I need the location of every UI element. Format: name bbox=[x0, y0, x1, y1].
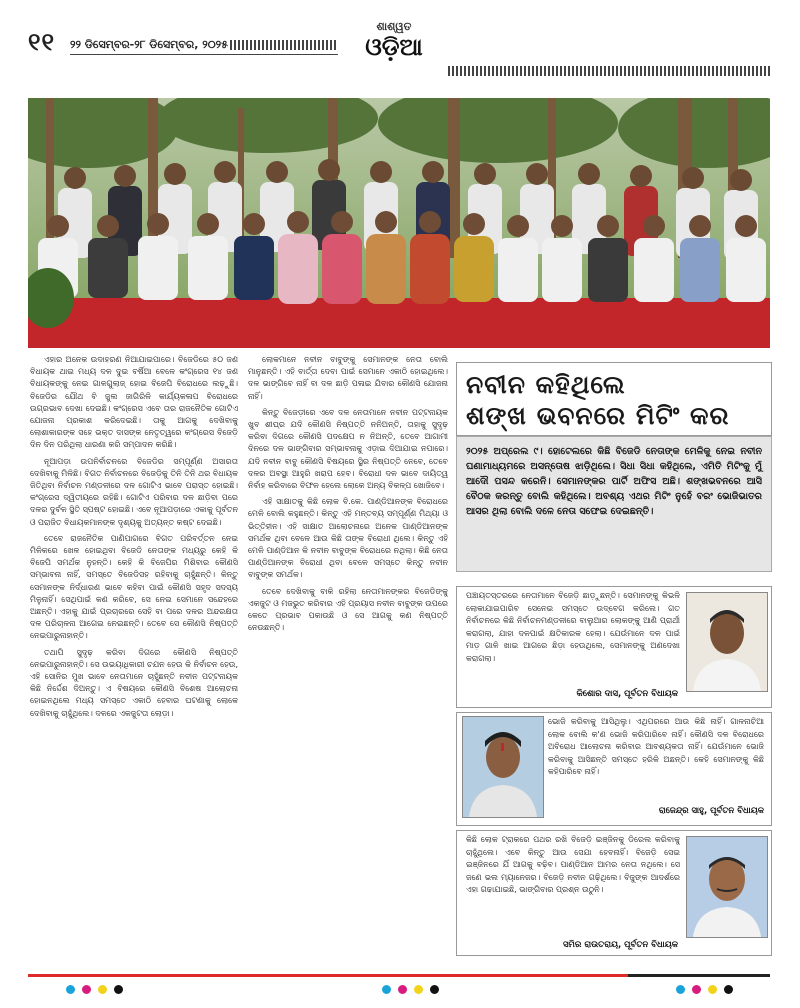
header-rule bbox=[70, 54, 338, 55]
registration-dot-magenta bbox=[398, 985, 407, 994]
article-paragraph: ଲୋକମାନେ ନବୀନ ବାବୁଙ୍କୁ ସେମାନଙ୍କ ନେତା ବୋଲି ମାନୁଛନ୍ତି। ଏହି ବାର୍ତ୍ତା ଦେବା ପାଇଁ ସେମାନେ ଏକାଠି ହୋଇଥିଲେ। ଦଳ ଭାଙ୍ଗିବେ ନାହିଁ ବା ଦଳ ଛାଡ଼ି ପଳାଇ ଯିବାର କୌଣସି ଯୋଜନା ନାହିଁ। bbox=[248, 355, 448, 401]
portrait-illustration-3 bbox=[687, 837, 767, 937]
registration-dot-black bbox=[114, 985, 123, 994]
article-paragraph: କିନ୍ତୁ ବିଜେଡ଼ୀରେ ଏବେ ଦଳ ନେତାମାନେ ନବୀନ ପଟ୍ଟନାୟକ ଖୁବ ଶୀଘ୍ର ଯଦି କୌଣସି ନିଷ୍ପତ୍ତି ନନିଅନ୍ତି, ତାହାକୁ ସୁଦୃଢ଼ କରିବା ଦିଗରେ କୌଣସି ପଦକ୍ଷେପ ନ ନିଅନ୍ତି, ତେବେ ଆଗାମୀ ଦିନରେ ଦଳ ଭାଙ୍ଗିବାର ସମ୍ଭାବନାକୁ ଏଡ଼ାଇ ଦିଆଯାଇ ନପାରେ। ଯଦି ନବୀନ ବାବୁ କୌଣସି ବିଷୟରେ ସ୍ଥିର ନିଷ୍ପତ୍ତି ନେବେ, ତେବେ ଦଳର ଅବସ୍ଥା ଆହୁରି ଖରାପ ହେବ। ବିରୋଧୀ ଦଳ ଭାବେ ଦାୟିତ୍ୱ ନିର୍ବାହ କରିବାରେ ବିଫଳ ହେଲେ ଲୋକେ ଅନ୍ୟ ବିକଳ୍ପ ଖୋଜିବେ। bbox=[248, 407, 448, 491]
masthead-big-text: ଓଡ଼ିଆ bbox=[365, 33, 423, 61]
issue-date-range: ୨୨ ଡିସେମ୍ବର-୨୮ ଡିସେମ୍ବର, ୨୦୨୫ bbox=[70, 38, 228, 51]
group-photo-illustration bbox=[28, 98, 770, 348]
portrait-photo-1 bbox=[686, 592, 768, 692]
registration-dot-magenta bbox=[82, 985, 91, 994]
registration-dot-cyan bbox=[382, 985, 391, 994]
portrait-photo-3 bbox=[686, 836, 768, 938]
quote-text-1: ପଞ୍ଚାୟତସ୍ତରରେ ନେତାମାନେ ବିଜେଡ଼ି ଛାଡ଼ୁଛନ୍ତି। ସେମାନଙ୍କୁ କିଭଳି ଲୋକାଯାଇପାରିବ ସେନେଇ ସମସ୍ତେ ଉଦ୍‌ବେଗ କରିଲେ। ଗତ ନିର୍ବାଚନରେ କିଛି ନିର୍ବାଚନମଣ୍ଡଳୀରେ ବାଲୁଆର ଲୋକଙ୍କୁ ଆଣି ପ୍ରାର୍ଥୀ କରାଗଲା, ଯାହା ଦଳପାଇଁ କ୍ଷତିକାରକ ହେଲା। ଯେଉଁମାନେ ଦଳ ପାଇଁ ମାଡ଼ ଗାଳି ଖାଇ ଆଗରେ ଛିଡ଼ା ହେଉଥିଲେ, ସେମାନଙ୍କୁ ଅଣଦେଖା କରାଗଲା। bbox=[466, 591, 680, 663]
article-paragraph: ତେବେ ରାଜନୈତିକ ପାଣିପାଗରେ ବିଗତ ପରିବର୍ତ୍ତନ ନେଇ ମିଳିକରେ ଖେଳ ହୋଇଥିବା ବିଜେଡି ନେତାଙ୍କ ମଧ୍ୟରୁ କେହି କି ବିଜେପି ସମର୍ଥକ ନୁହନ୍ତି। କେହି କି ବିଜେପିର ମିଶିବାର କୌଣସି ସମ୍ଭାବନା ନାହିଁ, ସମସ୍ତେ ବିଜେଡିସହ ରହିବାକୁ ଚାହୁଁଛନ୍ତି। କିନ୍ତୁ ସେମାନଙ୍କ ନିର୍ଦ୍ଧାରଣ ଭାବେ କହିବା ପାଇଁ କୌଣସି ସହୃଦ ସଦସ୍ୟ ମିଳୁନାହିଁ। ସେଥିପାଇଁ କଣ କରିବେ, ସେ ନେଇ ସେମାନେ ସନ୍ଦେହରେ ଅଛନ୍ତି। ଏହାକୁ ଯାଇଁ ପ୍ରଚାରରେ ସେହି ବା ପରେ ଦଳର ଅନ୍ଦରକ୍ଷତା ଦଳ ପରିଚାଳନା ଆଗେଇ ନେଇଛନ୍ତି। ତେବେ ସେ କୌଣସି ନିଷ୍ପତ୍ତି ନେଇପାରୁନାହାନ୍ତି। bbox=[30, 533, 238, 641]
registration-dot-magenta bbox=[692, 985, 701, 994]
registration-dot-yellow bbox=[708, 985, 717, 994]
quote-signature-1: କିଶୋର ଦାସ, ପୂର୍ବତନ ବିଧାୟକ bbox=[576, 689, 678, 699]
article-column-1 bbox=[30, 354, 238, 956]
page-number: ୧୧ bbox=[28, 28, 56, 56]
portrait-illustration-2 bbox=[463, 717, 543, 817]
masthead-small-text: ଶାଶ୍ୱତ bbox=[376, 20, 412, 33]
registration-dot-cyan bbox=[66, 985, 75, 994]
headline-line-2: ଶଙ୍ଖ ଭବନରେ ମିଟିଂ କର bbox=[466, 401, 730, 430]
registration-dot-yellow bbox=[414, 985, 423, 994]
header-stripe-left bbox=[230, 40, 338, 50]
article-paragraph: ଏହି ସାକ୍ଷାତକୁ କିଛି ଲୋକ ବି.କେ. ପାଣ୍ଡିଆନଙ୍କ ବିରୋଧରେ ମେଳି ବୋଲି କହୁଛନ୍ତି। କିନ୍ତୁ ଏହି ମନ୍ତବ୍ୟ ସମ୍ପୂର୍ଣ୍ଣ ମିଥ୍ୟା ଓ ଭିତ୍ତିହୀନ। ଏହି ସାକ୍ଷାତ ଆଲୋଚନାରେ ଅନେକ ପାଣ୍ଡିଆନଙ୍କ ସମର୍ଥକ ଥିବା ବେଳେ ଆଉ କିଛି ତାଙ୍କ ବିରୋଧୀ ଥିଲେ। କିନ୍ତୁ ଏହି ମେଳି ପାଣ୍ଡିଆନ କି ନବୀନ ବାବୁଙ୍କ ବିରୋଧରେ ନଥିଲା। କିଛି ନେତା ପାଣ୍ଡିଆନଙ୍କ ବିରୋଧୀ ଥିବା ବେଳେ ସମସ୍ତେ କିନ୍ତୁ ନବୀନ ବାବୁଙ୍କ ସମର୍ଥକ। bbox=[248, 497, 448, 580]
article-paragraph: ଏହାର ଅନେକ ଉଦାହରଣ ନିଆଯାଇପାରେ। ବିଜେଡିରେ ୫୦ ଜଣ ବିଧାୟକ ଥାଇ ମଧ୍ୟ ଦଳ ଦୁଇ ବର୍ଷିଆ ବେଳେ କଂଗ୍ରେସ ୧୪ ଜଣ ବିଧାୟକଙ୍କୁ ନେଇ ଗାଳଗୁଲାଜ୍ ହୋଇ ବିଜେପି ବିରୋଧରେ ଲଢ଼ୁଛି। ବିଜେଡିର ଯୌଥ ବି ଜୁଲ ଜାଗିରିଳି କାର୍ଯ୍ୟକଳାପ ବିରୋଧରେ ଉଗ୍ରଭାବ ଦେଖା ଦେଇଛି। କଂଗ୍ରେସ ଏବେ ତାର ରାଜନୈତିକ ଗୋଟିଏ ଯୋଜନା ପ୍ରକାଶ କରିଦେଇଛି। ତାକୁ ଆଗକୁ ଦେଖିବାକୁ ଲୋଶାକାରଙ୍କ ସହେ ଭକ୍ତ ଦାସଙ୍କ ନେତୃତ୍ୱରେ କଂଗ୍ରେସ ବିଜେଡ଼ି ଦିନ ଦିନ ପରିଥିଲା ଧାରଣା କରି ସମ୍ପାଦନ କରିଛି। bbox=[30, 355, 238, 450]
registration-dot-black bbox=[724, 985, 733, 994]
registration-dot-yellow bbox=[98, 985, 107, 994]
article-paragraph: ନୂଆପଡ଼ା ଉପନିର୍ବାଚନରେ ବିଜେଡିର ସମ୍ପୂର୍ଣ୍ଣ ଅସାରତା ଦେଖିବାକୁ ମିଳିଛି। ବିଗତ ନିର୍ବାଚନରେ ବିଜେଡ଼ିକୁ ତିନି ତିନି ଥର ବିଧାୟକ ଜିତିଥିବା ନିର୍ବାଚନ ମଣ୍ଡଳୀରେ ଦଳ ଗୋଟିଏ ଭାବେ ପରାସ୍ତ ହୋଇଛି। କଂଗ୍ରେସ ଦ୍ୱିତୀୟରେ ରହିଛି। ଗୋଟିଏ ପରିବାର ଦଳ ଛାଡ଼ିବା ପରେ ଦଳର ଦୁର୍ବଳ ସ୍ଥିତି ସ୍ପଷ୍ଟ ହୋଇଛି। ଏବେ ନୂଆପଡ଼ାରେ ଏକାକୁ ପୂର୍ବତନ ଓ ପରାଜିତ ବିଧାୟକମାନଙ୍କ ଦୃଶ୍ୟକୁ ଅତ୍ୟନ୍ତ କଷ୍ଟ ଦେଇଛି। bbox=[30, 456, 238, 527]
portrait-illustration-1 bbox=[687, 593, 767, 691]
article-paragraph: ତଥାପି ସୁଦୃଢ଼ କରିବା ଦିଗରେ କୌଣସି ନିଷ୍ପତ୍ତି ନେଇପାରୁନାହାନ୍ତି। ସେ ଉଭୟାଧିକାରୀ ଚଯନ ହେଉ କି ନିର୍ବାଚନ ହେଉ, ଏହି ସୋନିର ମୁଖ ଭାବେ ନେତାମାନେ ଚାହୁଁଛନ୍ତି ନବୀନ ପଟ୍ଟନାୟକ କିଛି ନିର୍ଦ୍ଦେଶ ଦିଅନ୍ତୁ। ଏ ବିଷୟରେ କୌଣସି ବିଶେଷ ଆଲୋଚନା ହୋଇନଥିଲେ ମଧ୍ୟ ସମସ୍ତେ ଏକାଠି ହେବାର ଘଟଣାକୁ ଲୋକେ ଦେଖିବାକୁ ଚାହୁଁଥିଲେ। ଦଳରେ ଏକଜୁଟତା ଲୋଡ଼ା। bbox=[30, 647, 238, 718]
intro-text: ୨୦୨୫ ଅପ୍ରେଲ ୯। ହୋଟେଲରେ କିଛି ବିଜେଡି ନେତାଙ୍କ ମେଳିକୁ ନେଇ ନବୀନ ଘଣାମାଧ୍ୟମରେ ଅସନ୍ତୋଷ ଝାଡ଼ିଥିଲେ। ସିଧା ସିଧା କହିଥିଲେ, ଏମିତି ମିଟିଂକୁ ମୁଁ ଆଦୌ ପସନ୍ଦ କରେନି। ସେମାନଙ୍କର ପାର୍ଟି ଅଫିସ ଅଛି। ଶଙ୍ଖଭବନରେ ଆସି ବୈଠକ କରନ୍ତୁ ବୋଲି କହିଥିଲେ। ଅବଶ୍ୟ ଏଥର ମିଟିଂ ନୁହେଁ ବରଂ ଭୋଜିଭାତର ଆସର ଥିଲା ବୋଲି ଦଳେ ନେତା ସଫେଇ ଦେଇଛନ୍ତି। bbox=[466, 446, 762, 517]
article-column-2 bbox=[248, 354, 448, 956]
footer-red-rule bbox=[28, 974, 628, 977]
registration-dot-black bbox=[430, 985, 439, 994]
quote-text-3: କିଛି ଲୋକ ଟ୍ରାକରେ ପଥର ରଖି ବିଜେଡ଼ି ଇଞ୍ଜିନକୁ ଡିରେଲ କରିବାକୁ ଚାହୁଁଥିଲେ। ଏବେ କିନ୍ତୁ ଆଉ ସେଯା ହେବନାହିଁ। ବିଜେଡ଼ି ସେଇ ଇଞ୍ଜିନରେ ଯିଁ ଆଗକୁ ବଢ଼ିବ। ପାଣ୍ଡିଆନ ଆମର ନେତା ନଥିଲେ। ସେ ଜଣେ ଭଲ ମ୍ୟାନେଜର। ବିଜେଡ଼ି ନବୀନ ଗଢ଼ିଥିଲେ। ବିଜୁଙ୍କ ଆଦର୍ଶରେ ଏହା ଗଢାଯାଇଛି, ଭାଙ୍ଗିବାର ପ୍ରଶ୍ନ ଉଠୁନି। bbox=[466, 835, 680, 895]
header-stripe-right bbox=[448, 66, 770, 76]
masthead-logo bbox=[344, 20, 444, 60]
article-paragraph: ତେବେ ଦେଖିବାକୁ ବାକି ରହିଲା ନେତାମାନଙ୍କର ବିଜେଡିଙ୍କୁ ଏକଜୁଟ ଓ ମଜଭୁତ କରିବାର ଏହି ପ୍ରୟାସ ନବୀନ ବାବୁଙ୍କ ଉପରେ କେତେ ପ୍ରଭାବ ପକାଉଛି ଓ ସେ ଆଗକୁ କଣ ନିଷ୍ପତ୍ତି ନେଉଛନ୍ତି। bbox=[248, 586, 448, 633]
quote-signature-3: ସମିର ରାଉତରାୟ, ପୂର୍ବତନ ବିଧାୟକ bbox=[563, 940, 678, 950]
quote-signature-2: ରାଜେନ୍ଦ୍ର ସାହୁ, ପୂର୍ବତନ ବିଧାୟକ bbox=[658, 806, 764, 816]
footer-dark-rule bbox=[628, 974, 770, 977]
portrait-photo-2 bbox=[462, 716, 544, 818]
headline-line-1: ନବୀନ କହିଥିଲେ bbox=[466, 370, 626, 399]
group-photo bbox=[28, 98, 770, 348]
quote-text-2: ଭୋଜି କରିବାକୁ ଆସିଥିଲୁ। ଏଥିପରରେ ଆଉ କିଛି ନାହିଁ। ଗାଳନାଚିଆ ଲୋକ ବୋଲି କ'ଣ ଭୋଜି କରିପାରିବେ ନାହିଁ। କୌଣସି ଦଳ ବିରୋଧରେ ଅବିରୋଧ ଆଲୋଚନା କରିବାର ଆବଶ୍ୟକତା ନାହିଁ। ଯେଉଁମାନେ ଭୋଜି କରିବାକୁ ଆସିଛନ୍ତି ସମସ୍ତେ ହରିକି ଅଛନ୍ତି। କେହି ସେମାନଙ୍କୁ କିଛି କହିପାରିବେ ନାହିଁ। bbox=[548, 717, 764, 777]
registration-dot-cyan bbox=[676, 985, 685, 994]
